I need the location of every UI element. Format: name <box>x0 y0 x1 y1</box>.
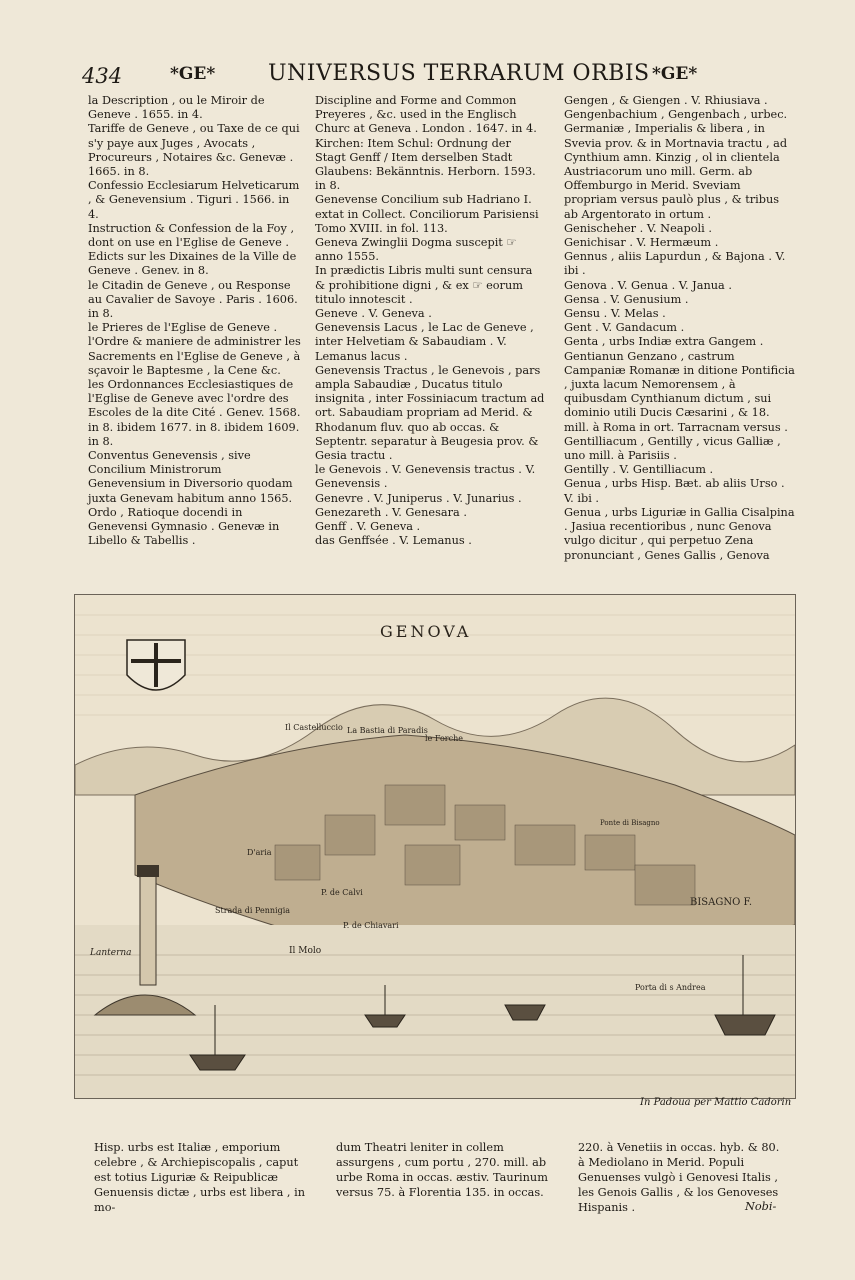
entry: Gentilliacum , Gentilly , vicus Galliæ , uno mill. à Parisiis . <box>564 434 781 463</box>
entry: In prædictis Libris multi sunt censura & prohibitione digni , & ex ☞ eorum titulo innotescit . <box>315 264 533 306</box>
entry: das Genffsée . V. Lemanus . <box>315 534 472 548</box>
label-daria: D'aria <box>247 848 272 857</box>
entry: Gengen , & Giengen . V. Rhiusiava . <box>564 94 768 107</box>
entry: Discipline and Forme and Common Preyeres , &c. used in the Englisch Churc at Geneva . London . 1647. in 4. <box>315 94 537 136</box>
label-ponte: Ponte di Bisagno <box>600 819 660 827</box>
left-section-code: *GE* <box>170 64 216 84</box>
entry: les Ordonnances Ecclesiastiques de l'Eglise de Geneve avec l'ordre des Escoles de la dite Cité . Genev. 1568. in 8. ibidem 1677. in 8. ibidem 1609. in 8. <box>88 378 301 448</box>
label-bisagno: BISAGNO F. <box>690 897 753 908</box>
entry: Genevense Concilium sub Hadriano I. extat in Collect. Conciliorum Parisiensi Tomo XVIII. in fol. 113. <box>315 193 539 235</box>
bottom-text-column-3: 220. à Venetiis in occas. hyb. & 80. à Mediolano in Merid. Populi Genuenses vulgò i Genovesi Italis , les Genois Gallis , & los Genoveses Hispanis . <box>578 1141 780 1214</box>
entry: Ordo , Ratioque docendi in Genevensi Gymnasio . Genevæ in Libello & Tabellis . <box>88 505 280 548</box>
page-header <box>0 58 855 88</box>
label-forche: le Forche <box>425 734 463 743</box>
label-molo: Il Molo <box>289 946 322 956</box>
entry: Edicts sur les Dixaines de la Ville de Geneve . Genev. in 8. <box>88 250 297 278</box>
entry: Gennus , aliis Lapurdun , & Bajona . V. ibi . <box>564 250 786 278</box>
page-number: 434 <box>82 64 123 88</box>
entry: Genevre . V. Juniperus . V. Junarius . <box>315 491 522 505</box>
engraver-credit: In Padoua per Mattio Cadorin <box>640 1097 792 1108</box>
entry: Genevensis Tractus , le Genevois , pars ampla Sabaudiæ , Ducatus titulo insignita , inter Fossiniacum tractum ad ort. Sabaudiam propriam ad Merid. & Rhodanum fluv. quo ab occas. & Septentr. separatur à Beugesia prov. & Gesia tractu . <box>315 363 545 463</box>
right-section-code: *GE* <box>652 64 698 84</box>
label-castelluccio: Il Castelluccio <box>285 723 343 732</box>
entry: Genichisar . V. Hermæum . <box>564 236 719 250</box>
entry: Genta , urbs Indiæ extra Gangem . <box>564 335 764 349</box>
label-lanterna: Lanterna <box>90 948 132 958</box>
entry: le Genevois . V. Genevensis tractus . V. Genevensis . <box>315 463 536 491</box>
entry: Conventus Genevensis , sive Concilium Ministrorum Genevensium in Diversorio quodam juxta Genevam habitum anno 1565. <box>88 449 293 505</box>
text-column-2 <box>315 94 545 549</box>
entry: Genischeher . V. Neapoli . <box>564 221 712 235</box>
entry: le Citadin de Geneve , ou Response au Cavalier de Savoye . Paris . 1606. in 8. <box>88 278 298 321</box>
entry: Gentilly . V. Gentilliacum . <box>564 463 714 477</box>
entry: Confessio Ecclesiarum Helveticarum , & Genevensium . Tiguri . 1566. in 4. <box>88 179 300 221</box>
entry: Gengenbachium , Gengenbach , urbec. Germaniæ , Imperialis & libera , in Svevia prov. & in Mortnavia tractu , ad Cynthium amn. Kinzig , ol in clientela Austriacorum uno mill. Germ. ab Offemburgo in Merid. Sveviam propriam versus paulò plus , & tribus ab Argentorato in ortum . <box>564 108 788 221</box>
entry: Genua , urbs Hisp. Bæt. ab aliis Urso . V. ibi . <box>564 477 785 505</box>
page-title: UNIVERSUS TERRARUM ORBIS <box>268 61 650 86</box>
entry: Gent . V. Gandacum . <box>564 321 685 335</box>
text-column-1 <box>88 94 302 549</box>
genova-engraving <box>74 594 796 1099</box>
bottom-text-column-2: dum Theatri leniter in collem assurgens , cum portu , 270. mill. ab urbe Roma in occas. æstiv. Taurinum versus 75. à Florentia 135. in occas. <box>336 1141 548 1199</box>
entry: le Prieres de l'Eglise de Geneve . <box>88 321 278 335</box>
map-illustration <box>75 595 795 1098</box>
label-porta-andrea: Porta di s Andrea <box>635 983 706 992</box>
entry: Genevensis Lacus , le Lac de Geneve , inter Helvetiam & Sabaudiam . V. Lemanus lacus . <box>315 321 534 363</box>
entry: Geneva Zwinglii Dogma suscepit ☞ anno 1555. <box>315 236 517 264</box>
label-calvi: P. de Calvi <box>321 888 363 897</box>
entry: Geneve . V. Geneva . <box>315 307 432 321</box>
entry: l'Ordre & maniere de administrer les Sacrements en l'Eglise de Geneve , à sçavoir le Baptesme , la Cene &c. <box>88 335 301 377</box>
coat-of-arms-icon <box>127 640 185 690</box>
text-column-3 <box>564 94 796 563</box>
label-strada: Strada di Pennigia <box>215 906 291 915</box>
entry: Tariffe de Geneve , ou Taxe de ce qui s'y paye aux Juges , Avocats , Procureurs , Notaires &c. Genevæ . 1665. in 8. <box>88 122 300 179</box>
entry: Genff . V. Geneva . <box>315 520 421 534</box>
label-chiavari: P. de Chiavari <box>343 921 399 930</box>
label-bastia: La Bastia di Paradis <box>347 726 428 735</box>
map-title: GENOVA <box>380 622 472 641</box>
entry: Genova . V. Genua . V. Janua . <box>564 278 732 292</box>
catchword: Nobi- <box>745 1200 777 1213</box>
entry: Gentianun Genzano , castrum Campaniæ Romanæ in ditione Pontificia , juxta lacum Nemorensem , à quibusdam Cynthianum dictum , sui dominio utili Ducis Cæsarini , & 18. mill. à Roma in ort. Tarracnam versus . <box>564 349 795 434</box>
entry: Gensu . V. Melas . <box>564 307 666 321</box>
entry: Gensa . V. Genusium . <box>564 292 689 306</box>
bottom-text-column-1: Hisp. urbs est Italiæ , emporium celebre , & Archiepiscopalis , caput est totius Liguriæ & Reipublicæ Genuensis dictæ , urbs est libera , in mo- <box>94 1141 305 1214</box>
entry: Instruction & Confession de la Foy , dont on use en l'Eglise de Geneve . <box>88 221 295 250</box>
entry: Genua , urbs Liguriæ in Gallia Cisalpina . Jasiua recentioribus , nunc Genova vulgo dicitur , qui perpetuo Zena pronunciant , Genes Gallis , Genova <box>564 505 795 562</box>
entry: Kirchen: Item Schul: Ordnung der Stagt Genff / Item derselben Stadt Glaubens: Bekänntnis. Herborn. 1593. in 8. <box>315 136 536 193</box>
entry: la Description , ou le Miroir de Geneve . 1655. in 4. <box>88 94 265 122</box>
entry: Genezareth . V. Genesara . <box>315 505 467 519</box>
